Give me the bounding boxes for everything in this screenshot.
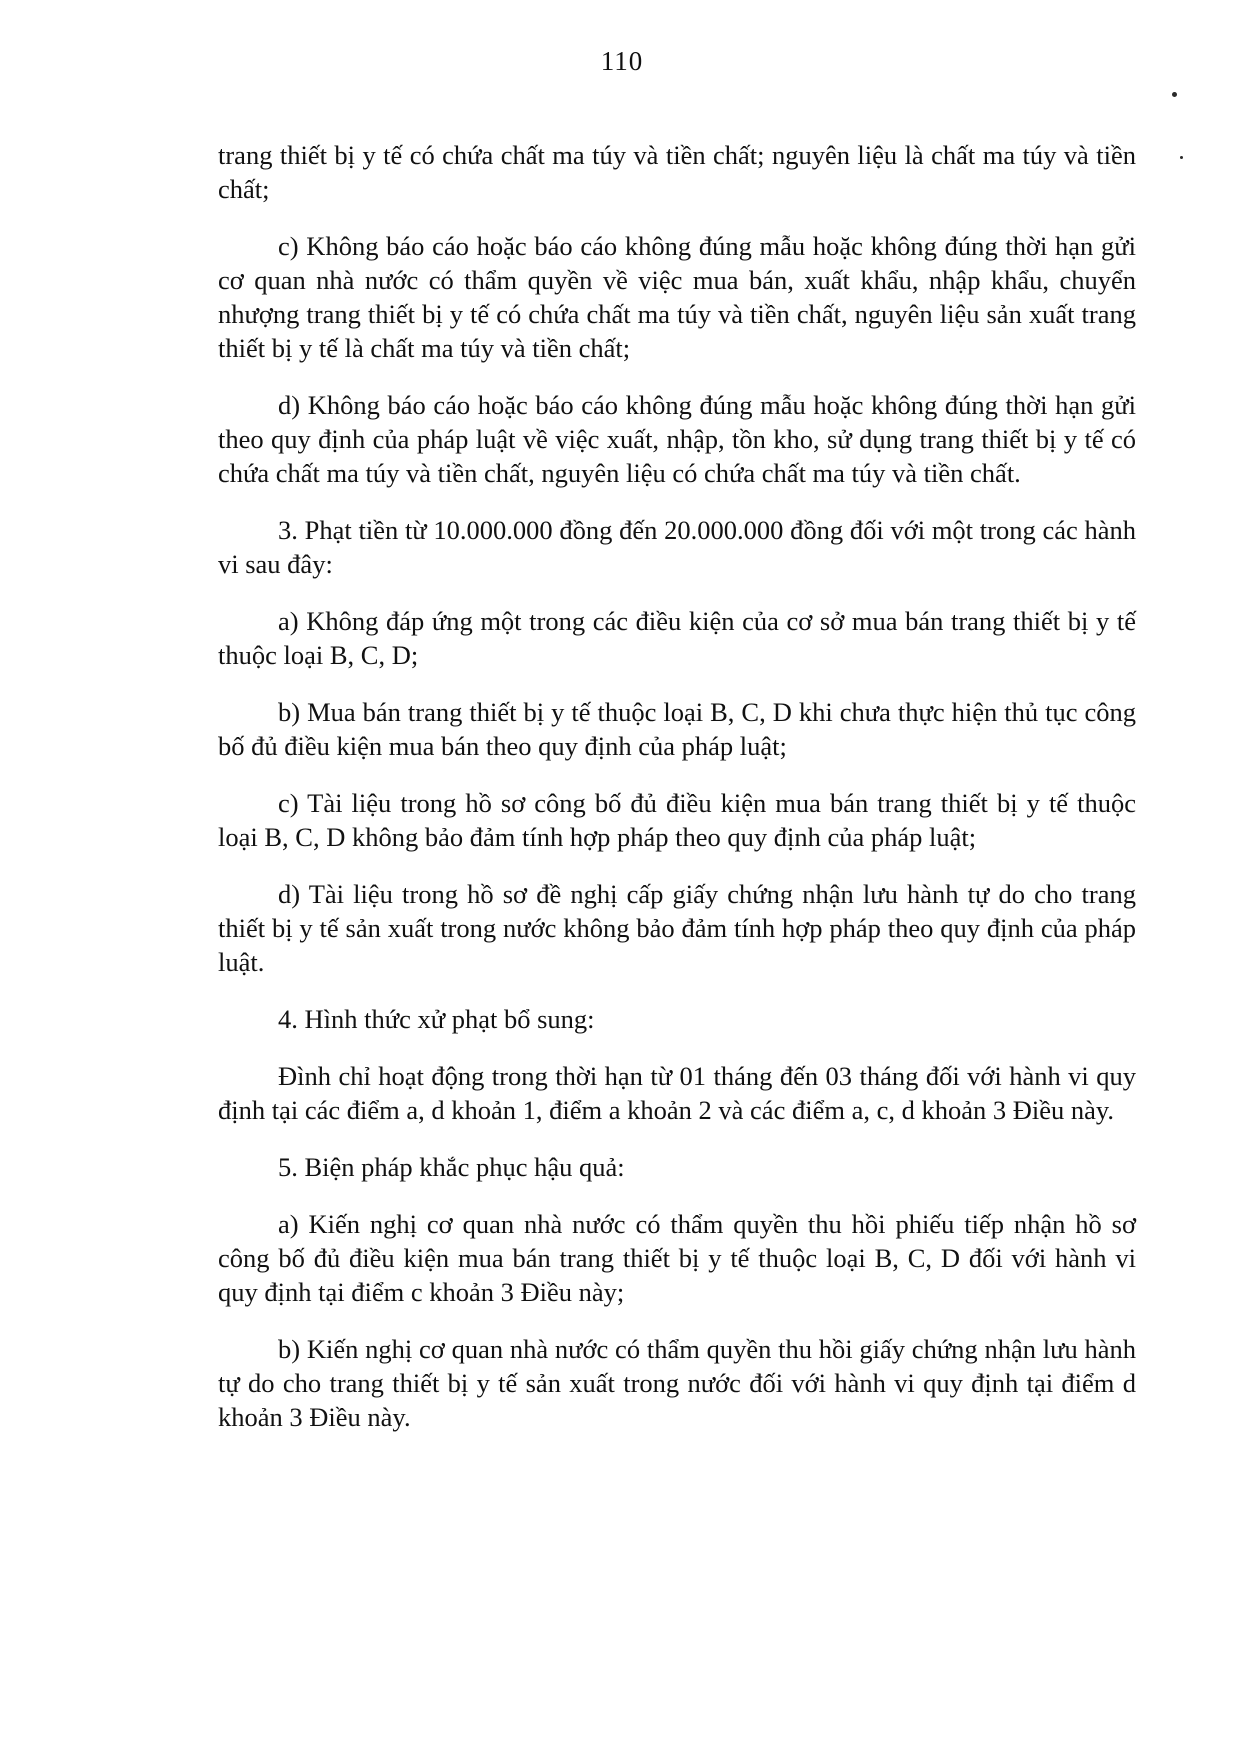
paragraph-item-3c: c) Tài liệu trong hồ sơ công bố đủ điều kiện mua bán trang thiết bị y tế thuộc loại B, C, D không bảo đảm tính hợp pháp theo quy định của pháp luật;: [218, 788, 1136, 852]
paragraph-item-3d: d) Tài liệu trong hồ sơ đề nghị cấp giấy chứng nhận lưu hành tự do cho trang thiết bị y tế sản xuất trong nước không bảo đảm tính hợp pháp theo quy định của pháp luật.: [218, 879, 1136, 977]
paragraph-item-2d: d) Không báo cáo hoặc báo cáo không đúng mẫu hoặc không đúng thời hạn gửi theo quy định của pháp luật về việc xuất, nhập, tồn kho, sử dụng trang thiết bị y tế có chứa chất ma túy và tiền chất, nguyên liệu có chứa chất ma túy và tiền chất.: [218, 390, 1136, 488]
paragraph-clause-3: 3. Phạt tiền từ 10.000.000 đồng đến 20.000.000 đồng đối với một trong các hành vi sau đây:: [218, 515, 1136, 579]
paragraph-item-3b: b) Mua bán trang thiết bị y tế thuộc loại B, C, D khi chưa thực hiện thủ tục công bố đủ điều kiện mua bán theo quy định của pháp luật;: [218, 697, 1136, 761]
paragraph-clause-4-text: Đình chỉ hoạt động trong thời hạn từ 01 tháng đến 03 tháng đối với hành vi quy định tại các điểm a, d khoản 1, điểm a khoản 2 và các điểm a, c, d khoản 3 Điều này.: [218, 1061, 1136, 1125]
paragraph-item-5b: b) Kiến nghị cơ quan nhà nước có thẩm quyền thu hồi giấy chứng nhận lưu hành tự do cho trang thiết bị y tế sản xuất trong nước đối với hành vi quy định tại điểm d khoản 3 Điều này.: [218, 1334, 1136, 1432]
paragraph-clause-4: 4. Hình thức xử phạt bổ sung:: [278, 1004, 595, 1034]
document-body: [218, 138, 1136, 1457]
paragraph-clause-5: 5. Biện pháp khắc phục hậu quả:: [278, 1152, 625, 1182]
paragraph-item-2c: c) Không báo cáo hoặc báo cáo không đúng mẫu hoặc không đúng thời hạn gửi cơ quan nhà nước có thẩm quyền về việc mua bán, xuất khẩu, nhập khẩu, chuyển nhượng trang thiết bị y tế có chứa chất ma túy và tiền chất, nguyên liệu sản xuất trang thiết bị y tế là chất ma túy và tiền chất;: [218, 231, 1136, 363]
paragraph-item-3a: a) Không đáp ứng một trong các điều kiện của cơ sở mua bán trang thiết bị y tế thuộc loại B, C, D;: [218, 606, 1136, 670]
page-number: 110: [600, 46, 644, 76]
paragraph-item-5a: a) Kiến nghị cơ quan nhà nước có thẩm quyền thu hồi phiếu tiếp nhận hồ sơ công bố đủ điều kiện mua bán trang thiết bị y tế thuộc loại B, C, D đối với hành vi quy định tại điểm c khoản 3 Điều này;: [218, 1209, 1136, 1307]
scan-speck: [1180, 156, 1183, 159]
paragraph-continuation: trang thiết bị y tế có chứa chất ma túy và tiền chất; nguyên liệu là chất ma túy và tiền chất;: [218, 140, 1136, 204]
scan-speck: [1172, 92, 1177, 97]
